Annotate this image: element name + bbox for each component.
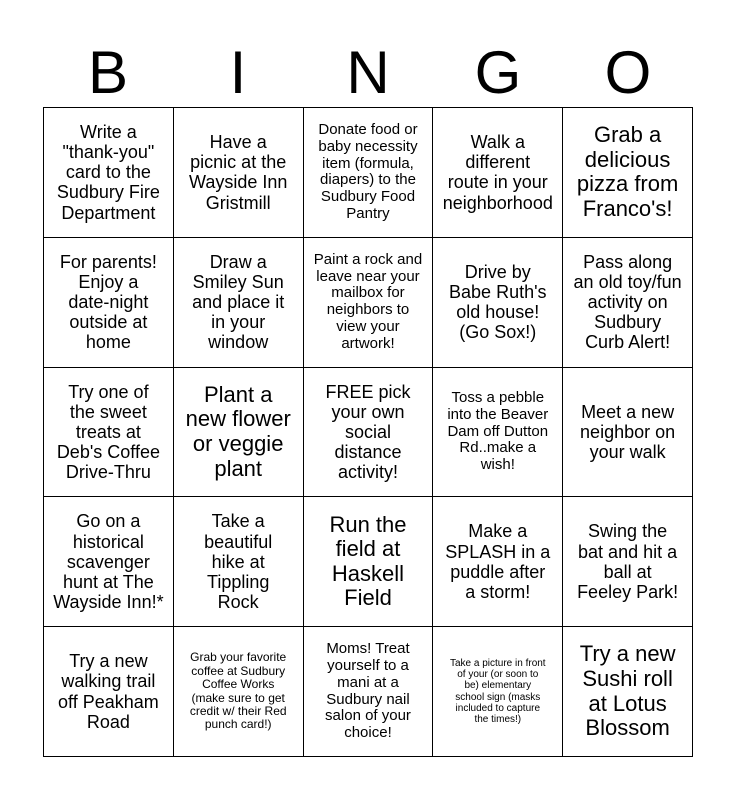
- bingo-cell-text: Grab your favorite coffee at Sudbury Coffee Works (make sure to get credit w/ their Red punch card!): [189, 650, 287, 732]
- bingo-cell[interactable]: [304, 497, 434, 627]
- bingo-cell[interactable]: [44, 627, 174, 757]
- bingo-cell[interactable]: [433, 497, 563, 627]
- bingo-cell-text: Drive by Babe Ruth's old house! (Go Sox!): [449, 261, 547, 343]
- bingo-cell-text: Walk a different route in your neighborhood: [442, 132, 553, 213]
- bingo-cell-text: Toss a pebble into the Beaver Dam off Dutton Rd..make a wish!: [447, 389, 549, 474]
- bingo-cell[interactable]: [563, 497, 693, 627]
- bingo-cell-text: Donate food or baby necessity item (formula, diapers) to the Sudbury Food Pantry: [318, 121, 418, 222]
- bingo-cell-text: Swing the bat and hit a ball at Feeley Park!: [577, 521, 679, 602]
- bingo-cell[interactable]: [174, 627, 304, 757]
- bingo-cell[interactable]: [563, 108, 693, 238]
- bingo-cell[interactable]: [563, 238, 693, 368]
- bingo-cell[interactable]: [563, 368, 693, 498]
- bingo-cell[interactable]: [304, 368, 434, 498]
- bingo-cell-text: Meet a new neighbor on your walk: [580, 401, 676, 463]
- bingo-cell-text: Try a new Sushi roll at Lotus Blossom: [579, 641, 676, 741]
- bingo-cell-text: Paint a rock and leave near your mailbox for neighbors to view your artwork!: [313, 250, 423, 352]
- bingo-cell[interactable]: [174, 238, 304, 368]
- bingo-cell-text: Have a picnic at the Wayside Inn Gristmill: [189, 132, 288, 213]
- bingo-cell[interactable]: [304, 108, 434, 238]
- bingo-cell-text: Draw a Smiley Sun and place it in your window: [192, 251, 285, 353]
- bingo-cell[interactable]: [44, 368, 174, 498]
- bingo-cell[interactable]: [433, 368, 563, 498]
- bingo-header: [43, 40, 693, 106]
- bingo-cell[interactable]: [563, 627, 693, 757]
- bingo-cell[interactable]: [44, 108, 174, 238]
- header-letter-o: O: [604, 39, 652, 106]
- bingo-cell[interactable]: [174, 497, 304, 627]
- header-letter-g: G: [474, 39, 522, 106]
- bingo-cell[interactable]: [44, 238, 174, 368]
- bingo-cell[interactable]: [433, 108, 563, 238]
- bingo-cell[interactable]: [174, 368, 304, 498]
- header-letter-n: N: [346, 39, 390, 106]
- bingo-cell-text: Pass along an old toy/fun activity on Sudbury Curb Alert!: [573, 251, 682, 353]
- bingo-cell-text: Try a new walking trail off Peakham Road: [58, 651, 159, 732]
- bingo-cell-text: Run the field at Haskell Field: [329, 511, 407, 611]
- bingo-board: [43, 107, 693, 757]
- bingo-cell-text: Write a "thank-you" card to the Sudbury Fire Department: [56, 122, 160, 223]
- bingo-cell[interactable]: [174, 108, 304, 238]
- bingo-cell[interactable]: [433, 238, 563, 368]
- header-letter-b: B: [87, 39, 129, 106]
- bingo-cell-text: Make a SPLASH in a puddle after a storm!: [445, 521, 551, 602]
- bingo-cell[interactable]: [44, 497, 174, 627]
- bingo-cell-text: Take a picture in front of your (or soon to be) elementary school sign (masks included to capture the times!): [449, 658, 546, 725]
- bingo-cell[interactable]: [433, 627, 563, 757]
- bingo-cell-text: Take a beautiful hike at Tippling Rock: [204, 511, 273, 613]
- bingo-cell-text: Plant a new flower or veggie plant: [185, 381, 291, 481]
- bingo-cell[interactable]: [304, 627, 434, 757]
- bingo-cell-text: For parents! Enjoy a date-night outside at home: [59, 251, 157, 353]
- bingo-cell-text: FREE pick your own social distance activity!: [325, 381, 411, 483]
- bingo-cell-text: Go on a historical scavenger hunt at The Wayside Inn!*: [53, 511, 164, 613]
- bingo-cell[interactable]: [304, 238, 434, 368]
- header-letter-i: I: [229, 39, 247, 106]
- bingo-cell-text: Moms! Treat yourself to a mani at a Sudbury nail salon of your choice!: [325, 640, 411, 742]
- bingo-cell-text: Grab a delicious pizza from Franco's!: [576, 122, 679, 222]
- bingo-cell-text: Try one of the sweet treats at Deb's Coffee Drive-Thru: [56, 381, 160, 483]
